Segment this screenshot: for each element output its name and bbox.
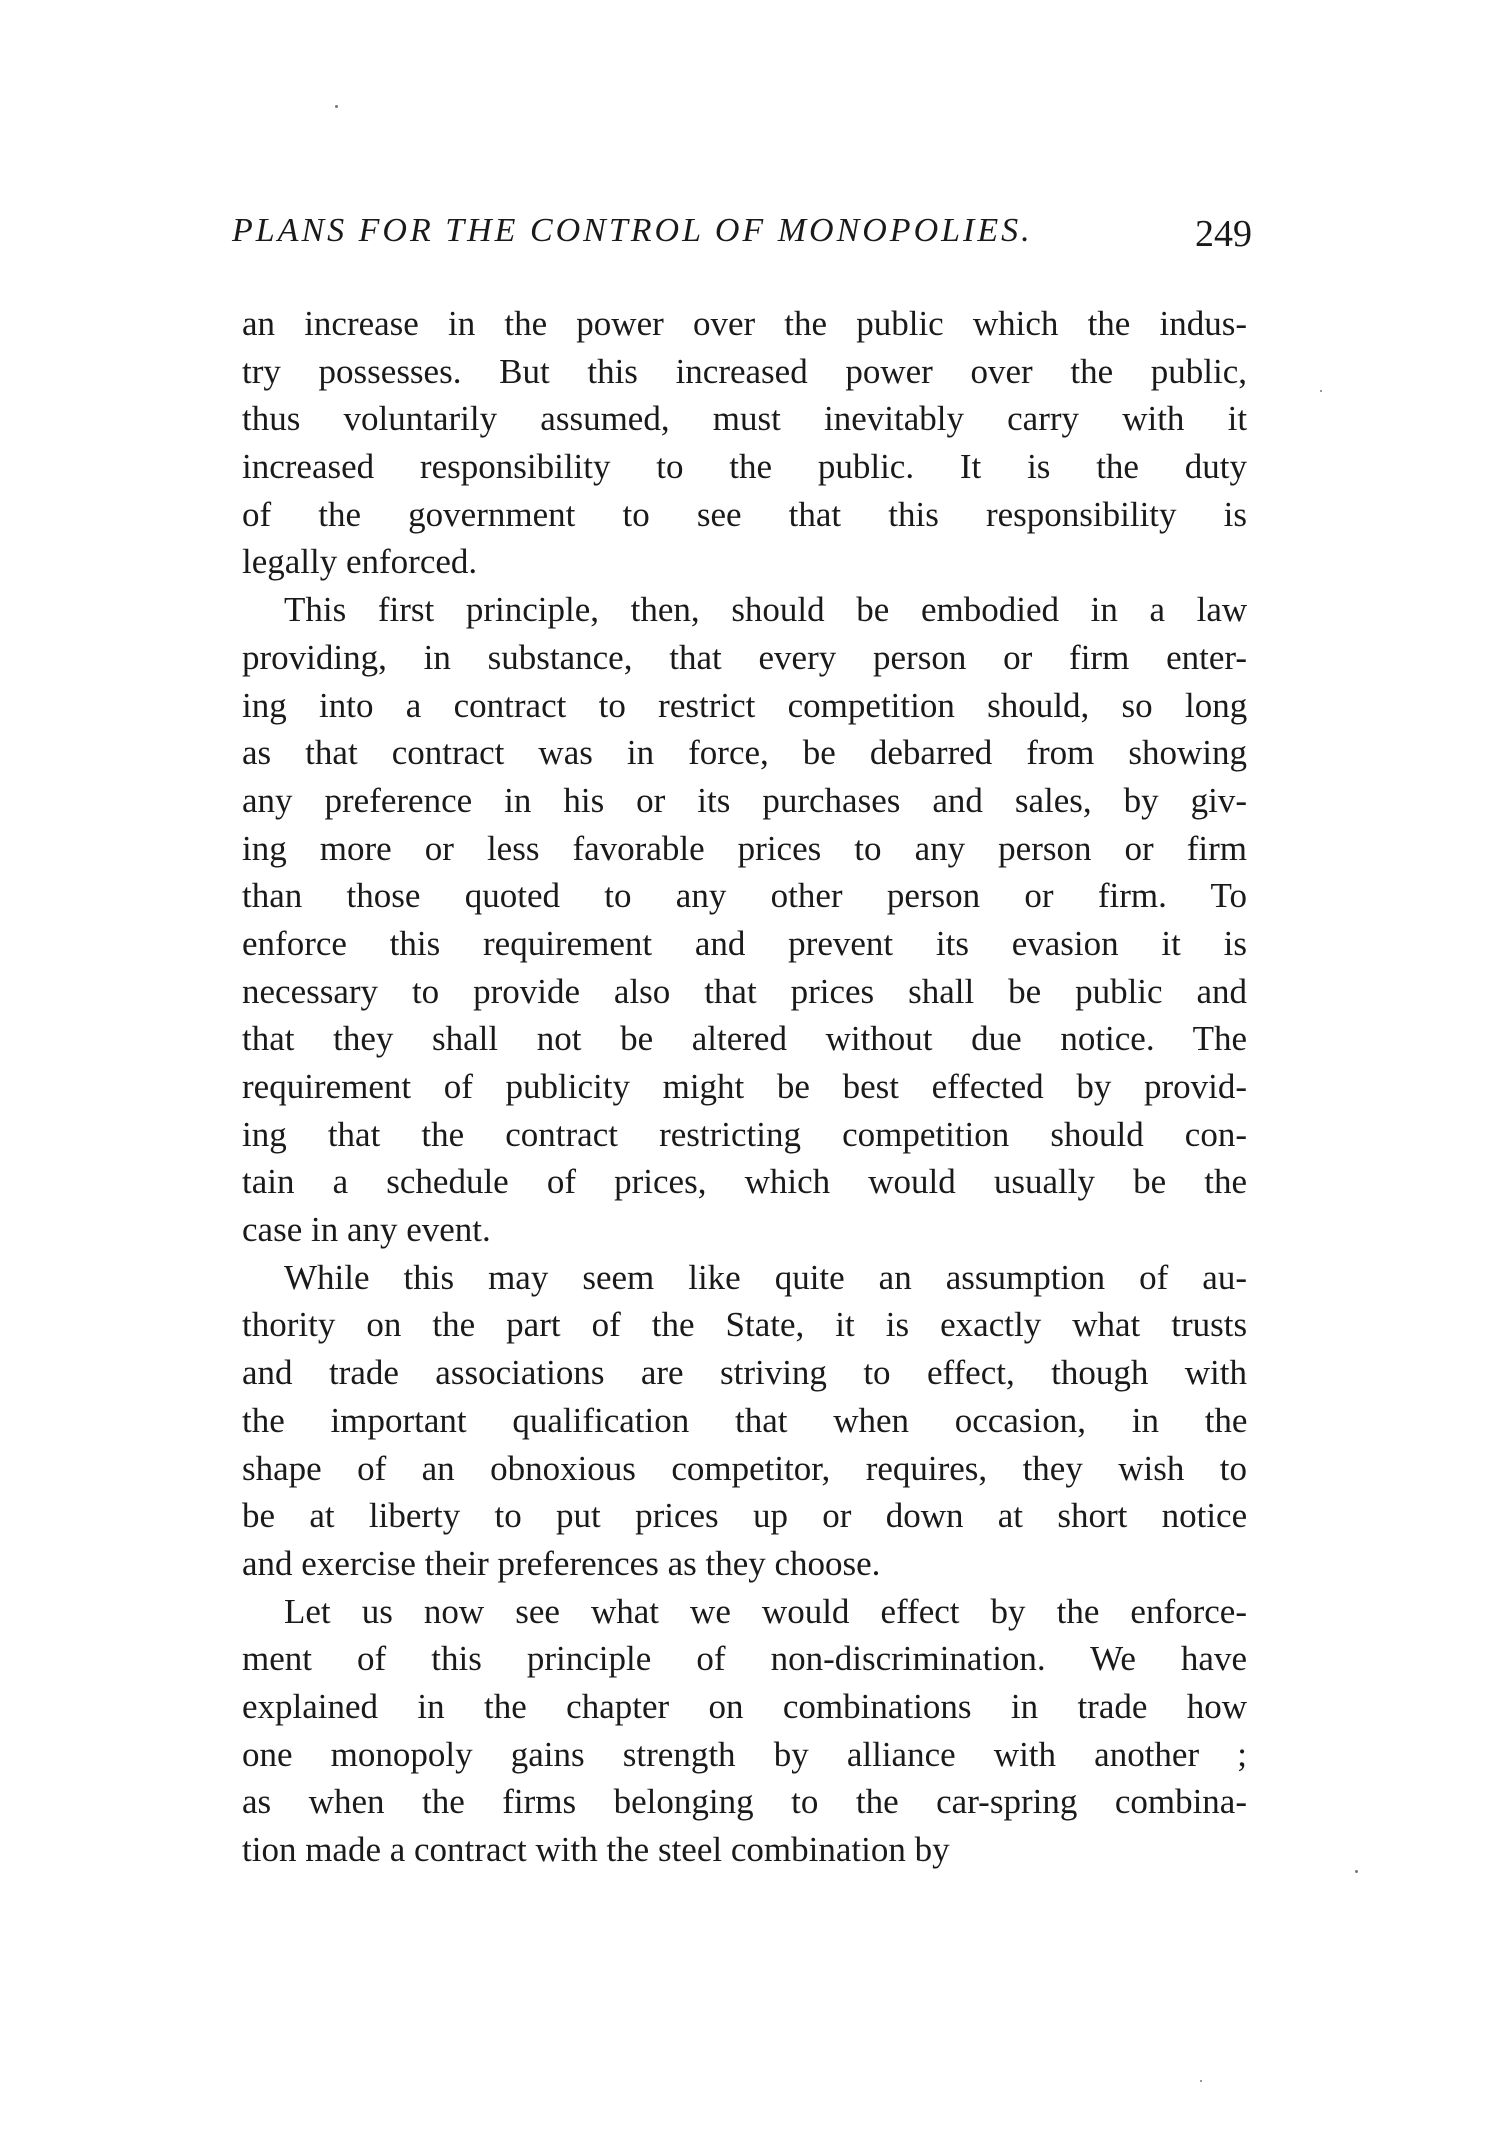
text-line: ing into a contract to restrict competition should, so long [242, 685, 1248, 725]
scan-speck [1355, 1870, 1358, 1873]
text-line: thority on the part of the State, it is exactly what trusts [242, 1305, 1248, 1345]
scan-speck [1200, 2080, 1202, 2082]
scan-speck [335, 105, 338, 108]
text-line: that they shall not be altered without due notice. The [242, 1019, 1247, 1059]
text-line: and trade associations are striving to effect, though with [242, 1353, 1247, 1393]
body-text [242, 300, 1247, 1874]
page-number: 249 [1195, 213, 1252, 255]
scan-speck [1320, 390, 1322, 392]
text-line: an increase in the power over the public which the indus- [242, 304, 1247, 343]
text-line: ing that the contract restricting competition should con- [242, 1114, 1247, 1154]
running-header [232, 212, 1252, 262]
text-line: as when the firms belonging to the car-spring combina- [242, 1782, 1247, 1822]
text-line: tain a schedule of prices, which would usually be the [242, 1162, 1247, 1202]
text-line: tion made a contract with the steel combination by [242, 1830, 950, 1869]
text-line: case in any event. [242, 1210, 491, 1250]
text-line: be at liberty to put prices up or down at short notice [242, 1496, 1248, 1536]
text-line: thus voluntarily assumed, must inevitably carry with it [242, 399, 1248, 439]
text-line: of the government to see that this responsibility is [242, 494, 1247, 534]
text-line: requirement of publicity might be best effected by provid- [242, 1067, 1247, 1106]
text-line: the important qualification that when occasion, in the [242, 1400, 1248, 1440]
text-line: and exercise their preferences as they choose. [242, 1543, 881, 1583]
paragraph [242, 586, 1247, 1254]
text-line: enforce this requirement and prevent its evasion it is [242, 923, 1247, 963]
text-line: any preference in his or its purchases and sales, by giv- [242, 780, 1247, 820]
text-line: This first principle, then, should be embodied in a law [284, 590, 1248, 630]
text-line: legally enforced. [242, 542, 478, 582]
text-line: Let us now see what we would effect by the enforce- [284, 1591, 1247, 1631]
text-line: as that contract was in force, be debarred from showing [242, 733, 1247, 773]
text-line: providing, in substance, that every person or firm enter- [242, 637, 1247, 677]
paragraph [242, 300, 1247, 586]
paragraph [242, 1588, 1247, 1874]
text-line: one monopoly gains strength by alliance with another ; [242, 1734, 1247, 1774]
text-line: increased responsibility to the public. It is the duty [242, 447, 1247, 487]
text-line: ing more or less favorable prices to any person or firm [242, 828, 1247, 868]
text-line: explained in the chapter on combinations in trade how [242, 1686, 1248, 1726]
text-line: While this may seem like quite an assumption of au- [284, 1257, 1247, 1297]
text-line: necessary to provide also that prices shall be public and [242, 971, 1247, 1011]
paragraph [242, 1254, 1247, 1588]
text-line: than those quoted to any other person or firm. To [242, 876, 1247, 916]
running-title: PLANS FOR THE CONTROL OF MONOPOLIES. [232, 212, 1033, 249]
text-line: ment of this principle of non-discrimination. We have [242, 1639, 1247, 1679]
text-line: shape of an obnoxious competitor, requires, they wish to [242, 1448, 1247, 1488]
text-line: try possesses. But this increased power over the public, [242, 351, 1247, 391]
